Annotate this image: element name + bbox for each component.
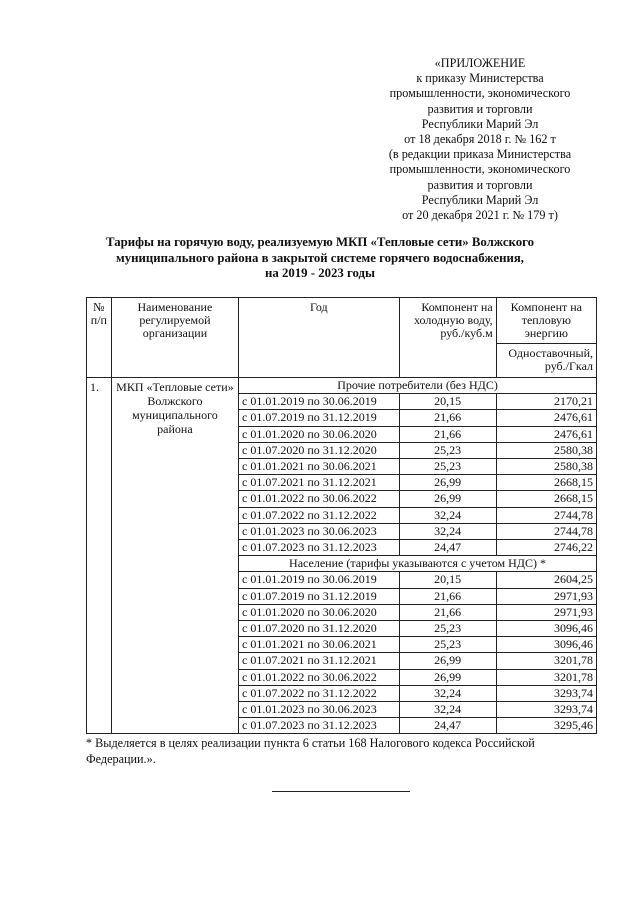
heat-energy-cell: 3293,74 (496, 702, 596, 718)
cold-water-cell: 20,15 (399, 572, 496, 588)
row-number: 1. (87, 378, 112, 734)
header-org: Наименование регулируемой организации (111, 298, 238, 378)
cold-water-cell: 21,66 (399, 588, 496, 604)
appendix-line: от 18 декабря 2018 г. № 162 т (404, 132, 556, 147)
appendix-line: развития и торговли (427, 177, 533, 192)
period-cell: с 01.01.2019 по 30.06.2019 (239, 394, 400, 410)
period-cell: с 01.07.2020 по 31.12.2020 (239, 442, 400, 458)
period-cell: с 01.01.2020 по 30.06.2020 (239, 426, 400, 442)
appendix-line: Республики Марий Эл (421, 116, 539, 131)
footnote: * Выделяется в целях реализации пункта 6 статьи 168 Налогового кодекса Российской Федерации.». (86, 736, 535, 766)
cold-water-cell: 32,24 (399, 507, 496, 523)
heat-energy-cell: 2170,21 (496, 394, 596, 410)
heat-energy-cell: 3293,74 (496, 685, 596, 701)
heat-energy-cell: 3096,46 (496, 621, 596, 637)
cold-water-cell: 32,24 (399, 523, 496, 539)
cold-water-cell: 24,47 (399, 718, 496, 734)
cold-water-cell: 25,23 (399, 621, 496, 637)
period-cell: с 01.07.2020 по 31.12.2020 (239, 621, 400, 637)
period-cell: с 01.07.2022 по 31.12.2022 (239, 685, 400, 701)
appendix-block (355, 56, 605, 223)
tariff-table (86, 297, 597, 734)
period-cell: с 01.07.2019 по 31.12.2019 (239, 410, 400, 426)
cold-water-cell: 32,24 (399, 702, 496, 718)
cold-water-cell: 25,23 (399, 637, 496, 653)
cold-water-cell: 25,23 (399, 442, 496, 458)
cold-water-cell: 32,24 (399, 685, 496, 701)
period-cell: с 01.07.2022 по 31.12.2022 (239, 507, 400, 523)
heat-energy-cell: 2746,22 (496, 540, 596, 556)
appendix-line: промышленности, экономического (389, 162, 571, 177)
signature-line (272, 791, 410, 792)
header-year: Год (239, 298, 400, 378)
heat-energy-cell: 2668,15 (496, 491, 596, 507)
period-cell: с 01.07.2021 по 31.12.2021 (239, 653, 400, 669)
heat-energy-cell: 2476,61 (496, 410, 596, 426)
title-line: на 2019 - 2023 годы (264, 266, 375, 280)
header-cold-water: Компонент на холодную воду, руб./куб.м (399, 298, 496, 378)
cold-water-cell: 25,23 (399, 459, 496, 475)
category-label: Прочие потребители (без НДС) (239, 378, 597, 394)
appendix-line: промышленности, экономического (389, 86, 571, 101)
appendix-line: к приказу Министерства (416, 71, 544, 86)
period-cell: с 01.01.2021 по 30.06.2021 (239, 459, 400, 475)
heat-energy-cell: 2580,38 (496, 459, 596, 475)
period-cell: с 01.01.2021 по 30.06.2021 (239, 637, 400, 653)
period-cell: с 01.01.2023 по 30.06.2023 (239, 523, 400, 539)
heat-energy-cell: 2668,15 (496, 475, 596, 491)
header-heat-energy: Компонент на тепловую энергию (496, 298, 596, 344)
heat-energy-cell: 3096,46 (496, 637, 596, 653)
period-cell: с 01.07.2023 по 31.12.2023 (239, 718, 400, 734)
cold-water-cell: 26,99 (399, 475, 496, 491)
period-cell: с 01.01.2023 по 30.06.2023 (239, 702, 400, 718)
period-cell: с 01.01.2020 по 30.06.2020 (239, 604, 400, 620)
cold-water-cell: 20,15 (399, 394, 496, 410)
category-label: Население (тарифы указываются с учетом НДС) * (239, 556, 597, 572)
period-cell: с 01.07.2019 по 31.12.2019 (239, 588, 400, 604)
title-line: муниципального района в закрытой системе горячего водоснабжения, (116, 250, 524, 265)
period-cell: с 01.07.2021 по 31.12.2021 (239, 475, 400, 491)
period-cell: с 01.01.2022 по 30.06.2022 (239, 491, 400, 507)
title-line: Тарифы на горячую воду, реализуемую МКП «Тепловые сети» Волжского (106, 235, 534, 249)
heat-energy-cell: 3201,78 (496, 653, 596, 669)
cold-water-cell: 26,99 (399, 669, 496, 685)
header-heat-single-rate: Одноставочный, руб./Гкал (496, 344, 596, 378)
cold-water-cell: 26,99 (399, 653, 496, 669)
header-row (87, 298, 597, 344)
cold-water-cell: 21,66 (399, 410, 496, 426)
cold-water-cell: 21,66 (399, 604, 496, 620)
cold-water-cell: 26,99 (399, 491, 496, 507)
document-title (60, 235, 580, 282)
period-cell: с 01.01.2019 по 30.06.2019 (239, 572, 400, 588)
cold-water-cell: 21,66 (399, 426, 496, 442)
heat-energy-cell: 2971,93 (496, 588, 596, 604)
appendix-line: развития и торговли (427, 101, 533, 116)
period-cell: с 01.07.2023 по 31.12.2023 (239, 540, 400, 556)
heat-energy-cell: 3295,46 (496, 718, 596, 734)
header-num: № п/п (87, 298, 112, 378)
appendix-line: Республики Марий Эл (421, 192, 539, 207)
heat-energy-cell: 3201,78 (496, 669, 596, 685)
appendix-line: «ПРИЛОЖЕНИЕ (434, 56, 526, 70)
cold-water-cell: 24,47 (399, 540, 496, 556)
appendix-line: (в редакции приказа Министерства (388, 147, 572, 162)
category-row (87, 378, 597, 394)
heat-energy-cell: 2580,38 (496, 442, 596, 458)
appendix-line: от 20 декабря 2021 г. № 179 т) (402, 208, 558, 223)
period-cell: с 01.01.2022 по 30.06.2022 (239, 669, 400, 685)
heat-energy-cell: 2744,78 (496, 507, 596, 523)
heat-energy-cell: 2604,25 (496, 572, 596, 588)
organization-name: МКП «Тепловые сети» Волжского муниципального района (111, 378, 238, 734)
heat-energy-cell: 2744,78 (496, 523, 596, 539)
heat-energy-cell: 2971,93 (496, 604, 596, 620)
heat-energy-cell: 2476,61 (496, 426, 596, 442)
